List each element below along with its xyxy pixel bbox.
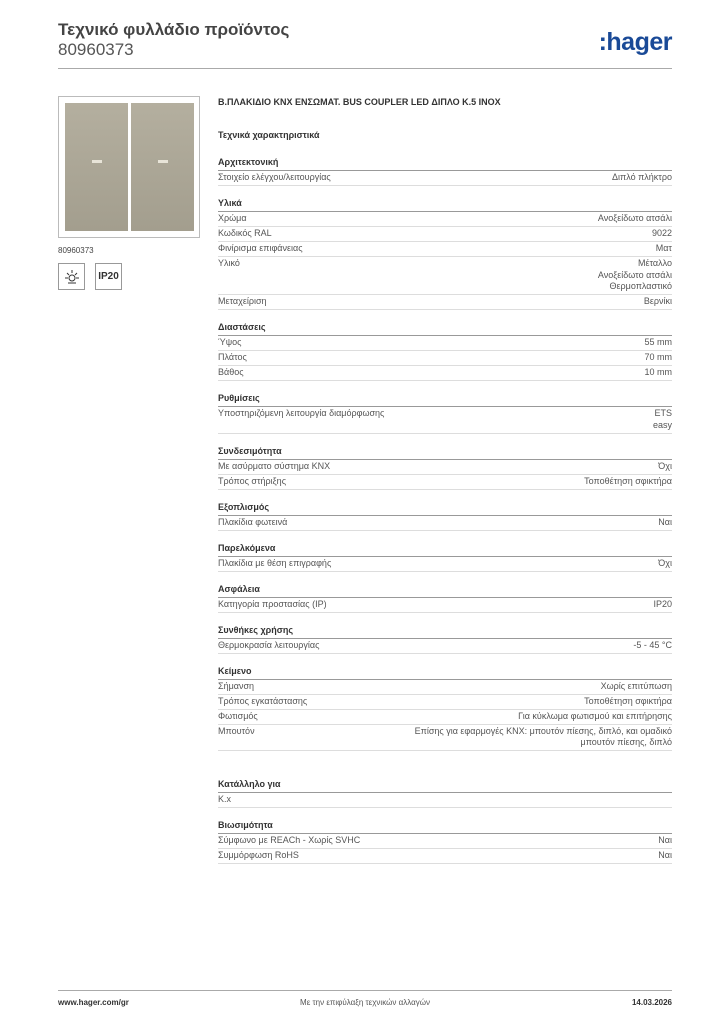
spec-value — [303, 243, 672, 255]
spec-label: Υλικό — [218, 258, 240, 268]
spec-value-line: Ανοξείδωτο ατσάλι — [597, 213, 672, 223]
spec-row — [218, 639, 672, 654]
spec-sections — [218, 156, 672, 864]
spec-row — [218, 242, 672, 257]
spec-value-line: 10 mm — [644, 367, 672, 377]
section-title: Διαστάσεις — [218, 321, 672, 336]
spec-value-line: μπουτόν πίεσης, διπλό — [580, 737, 672, 747]
spec-value — [286, 476, 672, 488]
logo-text: hager — [606, 28, 672, 56]
spec-label: Με ασύρματο σύστημα KNX — [218, 460, 331, 471]
spec-row — [218, 295, 672, 310]
spec-label: Βάθος — [218, 367, 244, 377]
spec-row — [218, 366, 672, 381]
spec-value-line: Χωρίς επιτύπωση — [600, 680, 672, 691]
spec-value-line: 9022 — [651, 228, 672, 238]
spec-value — [267, 296, 672, 308]
image-code: 80960373 — [58, 246, 94, 255]
spec-value — [307, 696, 672, 708]
product-image — [58, 96, 200, 238]
section-title: Εξοπλισμός — [218, 501, 672, 516]
spec-value — [240, 258, 672, 293]
spec-value — [330, 461, 672, 473]
spec-value-line: Ματ — [655, 243, 672, 253]
spec-value-line: Τοποθέτηση σφικτήρα — [584, 695, 672, 706]
spec-value-line: Βερνίκι — [643, 296, 672, 306]
product-sidebar — [58, 96, 200, 290]
section-title: Κατάλληλο για — [218, 778, 672, 793]
spec-value-line: 70 mm — [644, 352, 672, 362]
spec-section — [218, 583, 672, 613]
spec-value-line: Διπλό πλήκτρο — [612, 172, 672, 182]
spec-row — [218, 710, 672, 725]
spec-label: Υποστηριζόμενη λειτουργία διαμόρφωσης — [218, 408, 385, 418]
spec-value — [384, 408, 672, 431]
spec-label: Στοιχείο ελέγχου/λειτουργίας — [218, 172, 331, 182]
logo-colon: : — [598, 28, 607, 56]
spec-label: Χρώμα — [218, 213, 247, 223]
hager-logo[interactable] — [599, 28, 672, 57]
led-indicator — [92, 160, 102, 163]
spec-value-line: 55 mm — [644, 337, 672, 347]
spec-section — [218, 542, 672, 572]
section-title: Κείμενο — [218, 665, 672, 680]
section-title: Συνθήκες χρήσης — [218, 624, 672, 639]
spec-section — [218, 321, 672, 381]
spec-label: Μπουτόν — [218, 725, 255, 736]
spec-content — [218, 96, 672, 875]
section-title: Συνδεσιμότητα — [218, 445, 672, 460]
page-header — [58, 20, 672, 70]
footer-note: Με την επιφύλαξη τεχνικών αλλαγών — [300, 998, 430, 1007]
spec-row — [218, 460, 672, 475]
spec-row — [218, 557, 672, 572]
spec-label: Μεταχείριση — [218, 296, 267, 306]
spec-label: Φωτισμός — [218, 710, 258, 721]
footer-website-link[interactable]: www.hager.com/gr — [58, 998, 129, 1007]
spec-section — [218, 665, 672, 752]
spec-value-line: Θερμοπλαστικό — [609, 281, 672, 291]
spec-row — [218, 834, 672, 849]
rocker-plate-right — [131, 103, 194, 231]
spec-label: Πλακίδια με θέση επιγραφής — [218, 557, 332, 568]
spec-row — [218, 793, 672, 808]
spec-value — [287, 517, 672, 529]
product-name: Β.ΠΛΑΚΙΔΙΟ KNX ΕΝΣΩΜΑΤ. BUS COUPLER LED ΔΙΠΛΟ Κ.5 INOX — [218, 97, 501, 107]
led-indicator — [158, 160, 168, 163]
spec-label: Θερμοκρασία λειτουργίας — [218, 639, 320, 650]
spec-value-line: Για κύκλωμα φωτισμού και επιτήρησης — [518, 710, 672, 721]
led-light-icon — [58, 263, 85, 290]
spec-section — [218, 778, 672, 808]
spec-label: Σύμφωνο με REACh - Χωρίς SVHC — [218, 835, 361, 845]
spec-label: Τρόπος εγκατάστασης — [218, 695, 308, 706]
spec-value — [258, 711, 672, 723]
section-spacer — [218, 762, 672, 778]
spec-value — [254, 681, 672, 693]
spec-row — [218, 695, 672, 710]
spec-value-line: ETS — [654, 408, 672, 418]
spec-row — [218, 171, 672, 186]
spec-value-line: Ανοξείδωτο ατσάλι — [597, 269, 672, 280]
spec-row — [218, 227, 672, 242]
feature-icons — [58, 263, 200, 290]
spec-value-line: easy — [652, 419, 672, 430]
spec-label: Κωδικός RAL — [218, 228, 272, 238]
spec-row — [218, 336, 672, 351]
spec-row — [218, 680, 672, 695]
header-divider — [58, 68, 672, 69]
spec-value-line: Τοποθέτηση σφικτήρα — [584, 475, 672, 486]
rocker-plate-left — [65, 103, 128, 231]
spec-row — [218, 516, 672, 531]
section-title: Αρχιτεκτονική — [218, 156, 672, 171]
section-title: Παρελκόμενα — [218, 542, 672, 557]
spec-section — [218, 819, 672, 864]
spec-section — [218, 156, 672, 186]
spec-section — [218, 501, 672, 531]
spec-value-line: -5 - 45 °C — [633, 639, 672, 650]
document-title: Τεχνικό φυλλάδιο προϊόντος — [58, 20, 290, 39]
spec-value — [319, 640, 672, 652]
spec-value — [331, 172, 672, 184]
spec-row — [218, 407, 672, 434]
spec-section — [218, 392, 672, 434]
spec-row — [218, 475, 672, 490]
spec-value-line: IP20 — [653, 598, 672, 609]
spec-row — [218, 849, 672, 864]
spec-row — [218, 598, 672, 613]
spec-value — [247, 213, 672, 225]
document-code: 80960373 — [58, 40, 134, 59]
spec-value-line: Ναι — [658, 850, 672, 860]
spec-row — [218, 351, 672, 366]
section-title: Ασφάλεια — [218, 583, 672, 598]
spec-label: Πλακίδια φωτεινά — [218, 516, 288, 527]
spec-value — [327, 599, 672, 611]
spec-label: Φινίρισμα επιφάνειας — [218, 243, 303, 253]
spec-row — [218, 725, 672, 752]
spec-value — [244, 367, 672, 379]
spec-value — [360, 835, 672, 847]
spec-value-line: Ναι — [658, 835, 672, 845]
spec-row — [218, 257, 672, 295]
spec-label: Πλάτος — [218, 352, 247, 362]
ip20-badge: IP20 — [95, 263, 122, 290]
spec-label: K.x — [218, 794, 232, 804]
spec-value — [299, 850, 672, 862]
spec-section — [218, 197, 672, 310]
spec-value — [247, 352, 672, 364]
footer-date: 14.03.2026 — [631, 998, 672, 1007]
section-title: Υλικά — [218, 197, 672, 212]
spec-value-line: Επίσης για εφαρμογές KNX: μπουτόν πίεσης, διπλό, και ομαδικό — [414, 725, 672, 736]
spec-value — [231, 794, 672, 806]
tech-specs-title: Τεχνικά χαρακτηριστικά — [218, 130, 320, 140]
spec-section — [218, 445, 672, 490]
spec-value-line: Όχι — [658, 460, 672, 471]
spec-value — [272, 228, 672, 240]
spec-label: Σήμανση — [218, 680, 255, 691]
spec-value — [331, 558, 672, 570]
spec-value-line: Όχι — [658, 557, 672, 568]
spec-value — [255, 726, 672, 749]
spec-value-line: Ναι — [658, 516, 672, 527]
spec-row — [218, 212, 672, 227]
footer-divider — [58, 990, 672, 991]
section-title: Βιωσιμότητα — [218, 819, 672, 834]
spec-label: Ύψος — [218, 337, 242, 347]
spec-label: Κατηγορία προστασίας (IP) — [218, 598, 327, 609]
spec-value-line: Μέταλλο — [637, 258, 672, 268]
spec-value — [241, 337, 672, 349]
spec-section — [218, 624, 672, 654]
section-title: Ρυθμίσεις — [218, 392, 672, 407]
spec-label: Συμμόρφωση RoHS — [218, 850, 299, 860]
spec-label: Τρόπος στήριξης — [218, 475, 287, 486]
